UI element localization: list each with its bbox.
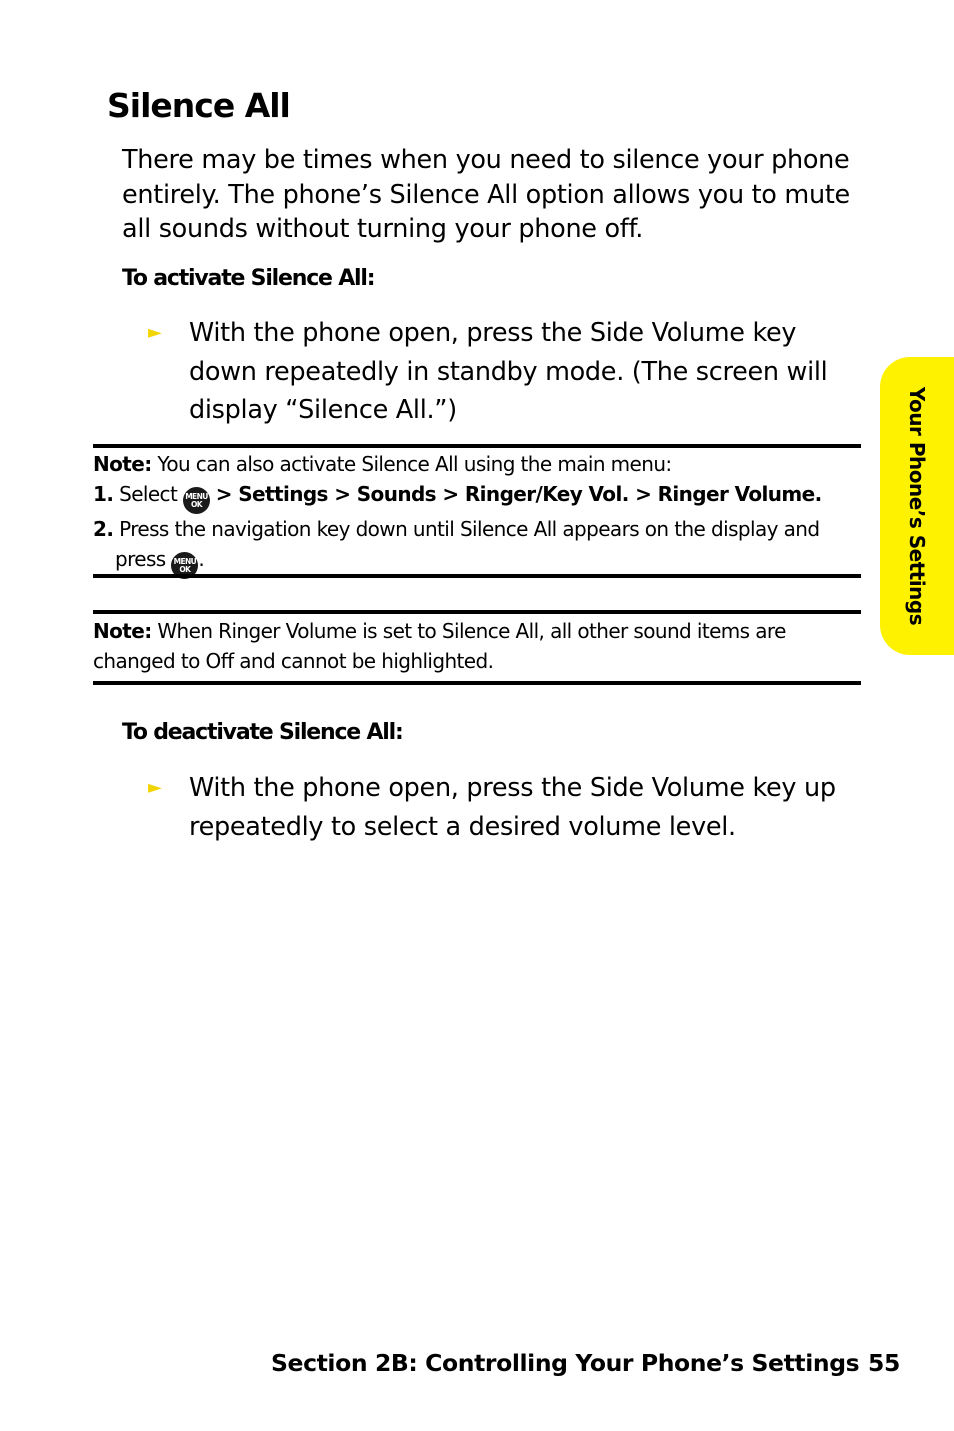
step-2-end: .: [198, 547, 205, 571]
note-label: Note:: [93, 452, 152, 476]
menu-ok-key-icon: MENU OK: [171, 552, 198, 579]
note-label: Note:: [93, 619, 152, 643]
deactivate-step: With the phone open, press the Side Volume key up repeatedly to select a desired volume level.: [189, 773, 836, 842]
side-tab-label: Your Phone’s Settings: [905, 386, 929, 626]
intro-paragraph: There may be times when you need to silence your phone entirely. The phone’s Silence All option allows you to mute all sounds without turning your phone off.: [122, 145, 850, 244]
note-box-2: [93, 616, 861, 676]
step-2-press: press: [115, 547, 166, 571]
activate-step: With the phone open, press the Side Volume key down repeatedly in standby mode. (The screen will display “Silence All.”): [189, 318, 828, 425]
page-number: 55: [868, 1349, 900, 1377]
deactivate-heading: To deactivate Silence All:: [122, 720, 403, 745]
menu-path: > Settings > Sounds > Ringer/Key Vol. > Ringer Volume.: [215, 482, 822, 506]
activate-heading: To activate Silence All:: [122, 266, 375, 291]
step-number: 2.: [93, 517, 114, 541]
note-2-bottom-rule: [93, 681, 861, 685]
bullet-arrow-icon: ►: [148, 322, 162, 343]
step-2-text: Press the navigation key down until Silence All appears on the display and: [119, 517, 820, 541]
step-number: 1.: [93, 482, 114, 506]
note-2-top-rule: [93, 610, 861, 614]
note-1-step-1: [93, 479, 861, 514]
note-top-rule: [93, 444, 861, 448]
bullet-arrow-icon: ►: [148, 777, 162, 798]
step-1-prefix: Select: [119, 482, 178, 506]
page-title: Silence All: [107, 86, 290, 125]
note-1-intro: [93, 449, 861, 479]
side-section-tab: [880, 357, 954, 655]
note-box-1: [93, 449, 861, 579]
footer-section-title: Section 2B: Controlling Your Phone’s Settings: [271, 1349, 860, 1377]
note-bottom-rule: [93, 574, 861, 578]
menu-ok-key-icon: MENU OK: [183, 487, 210, 514]
note-2-text: When Ringer Volume is set to Silence All, all other sound items are changed to Off and cannot be highlighted.: [93, 619, 786, 673]
note-1-text: You can also activate Silence All using the main menu:: [157, 452, 672, 476]
note-1-step-2: [93, 514, 861, 544]
